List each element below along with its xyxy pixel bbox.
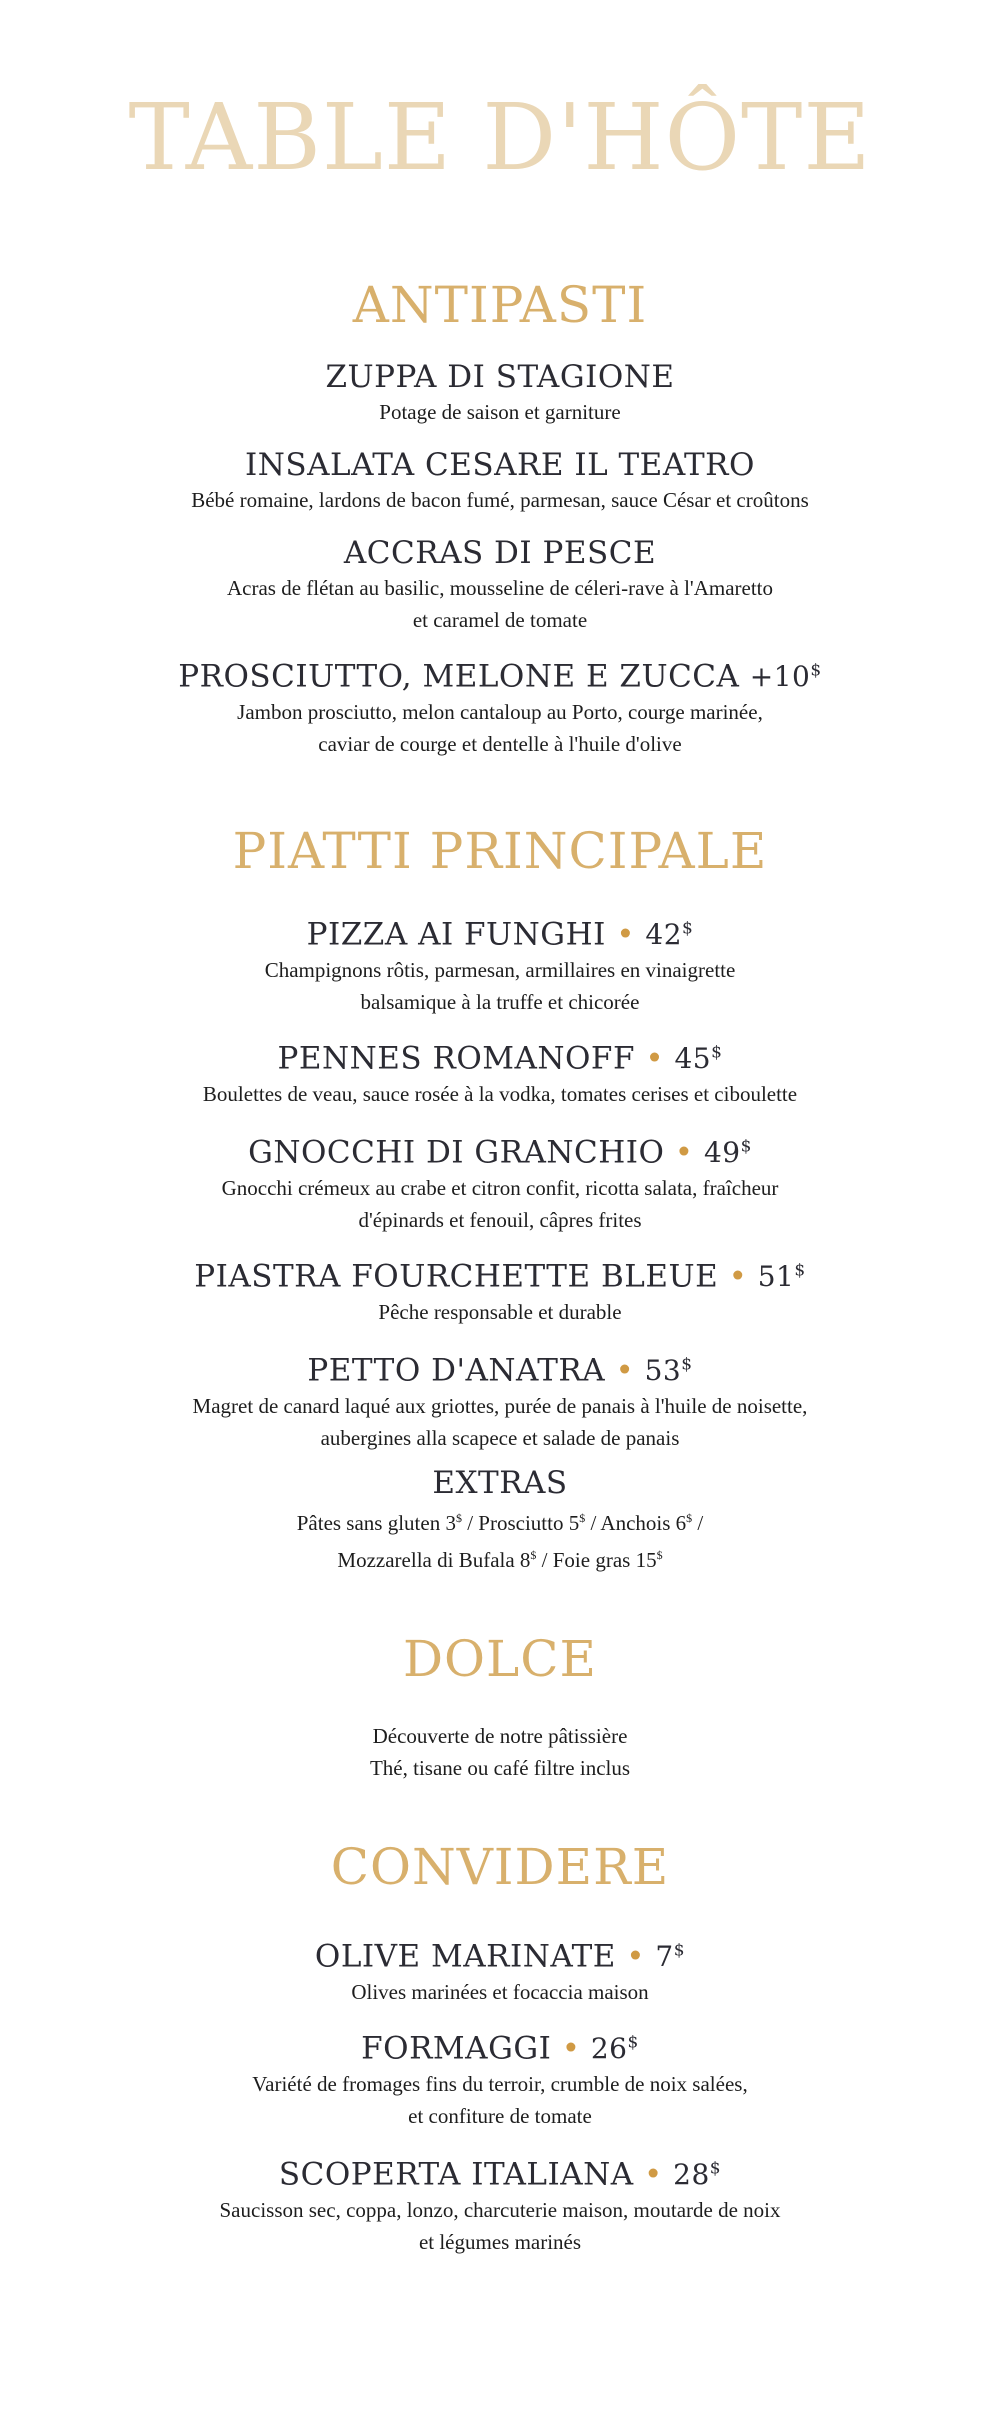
menu-item (60, 446, 940, 516)
currency-symbol: $ (627, 2033, 639, 2053)
dish-description: d'épinards et fenouil, câpres frites (358, 1208, 642, 1233)
price-value: 45 (674, 1042, 712, 1076)
menu-item (60, 358, 940, 428)
dish-price (645, 1354, 693, 1387)
dish-heading (60, 1346, 940, 1390)
dish-description: Potage de saison et garniture (379, 400, 621, 424)
separator-dot: • (643, 2156, 663, 2193)
extra-item: / Prosciutto 5 (461, 1511, 580, 1535)
separator-dot: • (645, 1040, 665, 1077)
dish-name: PIASTRA FOURCHETTE BLEUE (194, 1258, 719, 1295)
extra-item: / Foie gras 15 (536, 1548, 657, 1572)
dish-description: et légumes marinés (418, 2230, 582, 2255)
extra-item: / Anchois 6 (585, 1511, 687, 1535)
page-title: TABLE D'HÔTE (128, 84, 872, 191)
separator-dot: • (674, 1134, 694, 1171)
dish-description: Jambon prosciutto, melon cantaloup au Porto, courge marinée, (237, 700, 763, 725)
menu-item (60, 652, 940, 760)
dish-heading (60, 1252, 940, 1296)
menu-item (60, 1932, 940, 2008)
separator-dot: • (561, 2030, 581, 2067)
extra-item: Pâtes sans gluten 3 (296, 1511, 456, 1535)
dish-heading (60, 2150, 940, 2194)
separator-dot: • (616, 916, 636, 953)
currency-symbol: $ (709, 2159, 722, 2179)
dish-description: Boulettes de veau, sauce rosée à la vodka, tomates cerises et ciboulette (202, 1082, 798, 1107)
currency-symbol: $ (794, 1261, 806, 1281)
dish-name: PETTO D'ANATRA (307, 1352, 606, 1389)
extra-separator: / (692, 1511, 704, 1535)
dish-price (645, 918, 693, 951)
dish-price (591, 2032, 639, 2065)
section-title-principale: PIATTI PRINCIPALE (232, 822, 768, 880)
currency-symbol: $ (810, 661, 822, 681)
price-value: 51 (757, 1260, 795, 1294)
dish-description: Gnocchi crémeux au crabe et citron confit, ricotta salata, fraîcheur (221, 1176, 779, 1201)
dish-name: GNOCCHI DI GRANCHIO (248, 1134, 665, 1171)
menu-item (60, 1128, 940, 1236)
dish-price (673, 2158, 721, 2191)
dish-description: aubergines alla scapece et salade de panais (320, 1426, 680, 1451)
dish-description: Découverte de notre pâtissière (372, 1724, 628, 1748)
price-value: +10 (749, 660, 811, 694)
price-value: 42 (645, 918, 683, 952)
section-title-dolce: DOLCE (402, 1630, 598, 1688)
extras-line (60, 1502, 940, 1539)
dish-heading (60, 1128, 940, 1172)
dish-heading (60, 1932, 940, 1976)
price-value: 7 (655, 1940, 674, 1974)
dish-heading (60, 2024, 940, 2068)
dish-heading (60, 910, 940, 954)
price-value: 26 (590, 2032, 628, 2066)
price-value: 53 (644, 1354, 682, 1388)
dish-heading (60, 652, 940, 696)
currency-symbol: $ (455, 1511, 462, 1525)
currency-symbol: $ (681, 1355, 693, 1375)
dish-description: Acras de flétan au basilic, mousseline de céleri-rave à l'Amaretto (226, 576, 774, 600)
currency-symbol: $ (711, 1043, 723, 1063)
dish-description: Magret de canard laqué aux griottes, purée de panais à l'huile de noisette, (192, 1394, 808, 1419)
dish-heading (60, 1034, 940, 1078)
dish-name: ACCRAS DI PESCE (343, 535, 657, 571)
extra-item: Mozzarella di Bufala 8 (337, 1548, 531, 1572)
dish-name: FORMAGGI (361, 2030, 552, 2067)
menu-item (60, 1252, 940, 1328)
dish-price (655, 1940, 685, 1973)
menu-item (60, 2024, 940, 2132)
dish-description: et caramel de tomate (412, 608, 588, 632)
dish-price (704, 1136, 752, 1169)
menu-item (60, 1034, 940, 1110)
currency-symbol: $ (686, 1511, 693, 1525)
dish-name: INSALATA CESARE IL TEATRO (245, 447, 755, 483)
dish-description: Saucisson sec, coppa, lonzo, charcuterie maison, moutarde de noix (219, 2198, 781, 2223)
currency-symbol: $ (530, 1548, 537, 1562)
currency-symbol: $ (740, 1137, 752, 1157)
separator-dot: • (626, 1938, 646, 1975)
currency-symbol: $ (656, 1548, 663, 1562)
extras-block (60, 1464, 940, 1576)
dish-description: Champignons rôtis, parmesan, armillaires en vinaigrette (264, 958, 736, 983)
dish-description: Thé, tisane ou café filtre inclus (369, 1756, 631, 1780)
dish-name: SCOPERTA ITALIANA (278, 2156, 634, 2193)
dolce-description (60, 1720, 940, 1784)
dish-description: Variété de fromages fins du terroir, crumble de noix salées, (252, 2072, 748, 2097)
dish-name: PROSCIUTTO, MELONE E ZUCCA (178, 658, 740, 695)
price-value: 49 (703, 1136, 741, 1170)
dish-description: balsamique à la truffe et chicorée (360, 990, 640, 1015)
menu-item (60, 1346, 940, 1454)
dish-name: PIZZA AI FUNGHI (306, 916, 606, 953)
section-title-convidere: CONVIDERE (330, 1838, 670, 1896)
menu-item (60, 910, 940, 1018)
currency-symbol: $ (682, 919, 694, 939)
dish-price (758, 1260, 806, 1293)
extras-line (60, 1539, 940, 1576)
dish-name: OLIVE MARINATE (314, 1938, 616, 1975)
dish-name: PENNES ROMANOFF (277, 1040, 635, 1077)
extras-title: EXTRAS (432, 1465, 568, 1501)
dish-description: Pêche responsable et durable (378, 1300, 622, 1325)
currency-symbol: $ (579, 1511, 586, 1525)
menu-item (60, 534, 940, 636)
section-title-antipasti: ANTIPASTI (352, 276, 648, 334)
dish-price (750, 660, 822, 693)
price-value: 28 (673, 2158, 710, 2192)
dish-description: et confiture de tomate (408, 2104, 592, 2129)
dish-name: ZUPPA DI STAGIONE (325, 359, 675, 395)
menu-item (60, 2150, 940, 2258)
currency-symbol: $ (673, 1941, 686, 1961)
separator-dot: • (728, 1258, 748, 1295)
separator-dot: • (615, 1352, 635, 1389)
dish-description: Bébé romaine, lardons de bacon fumé, parmesan, sauce César et croûtons (191, 488, 809, 512)
dish-description: caviar de courge et dentelle à l'huile d'olive (318, 732, 682, 757)
dish-price (674, 1042, 722, 1075)
dish-description: Olives marinées et focaccia maison (351, 1980, 649, 2005)
